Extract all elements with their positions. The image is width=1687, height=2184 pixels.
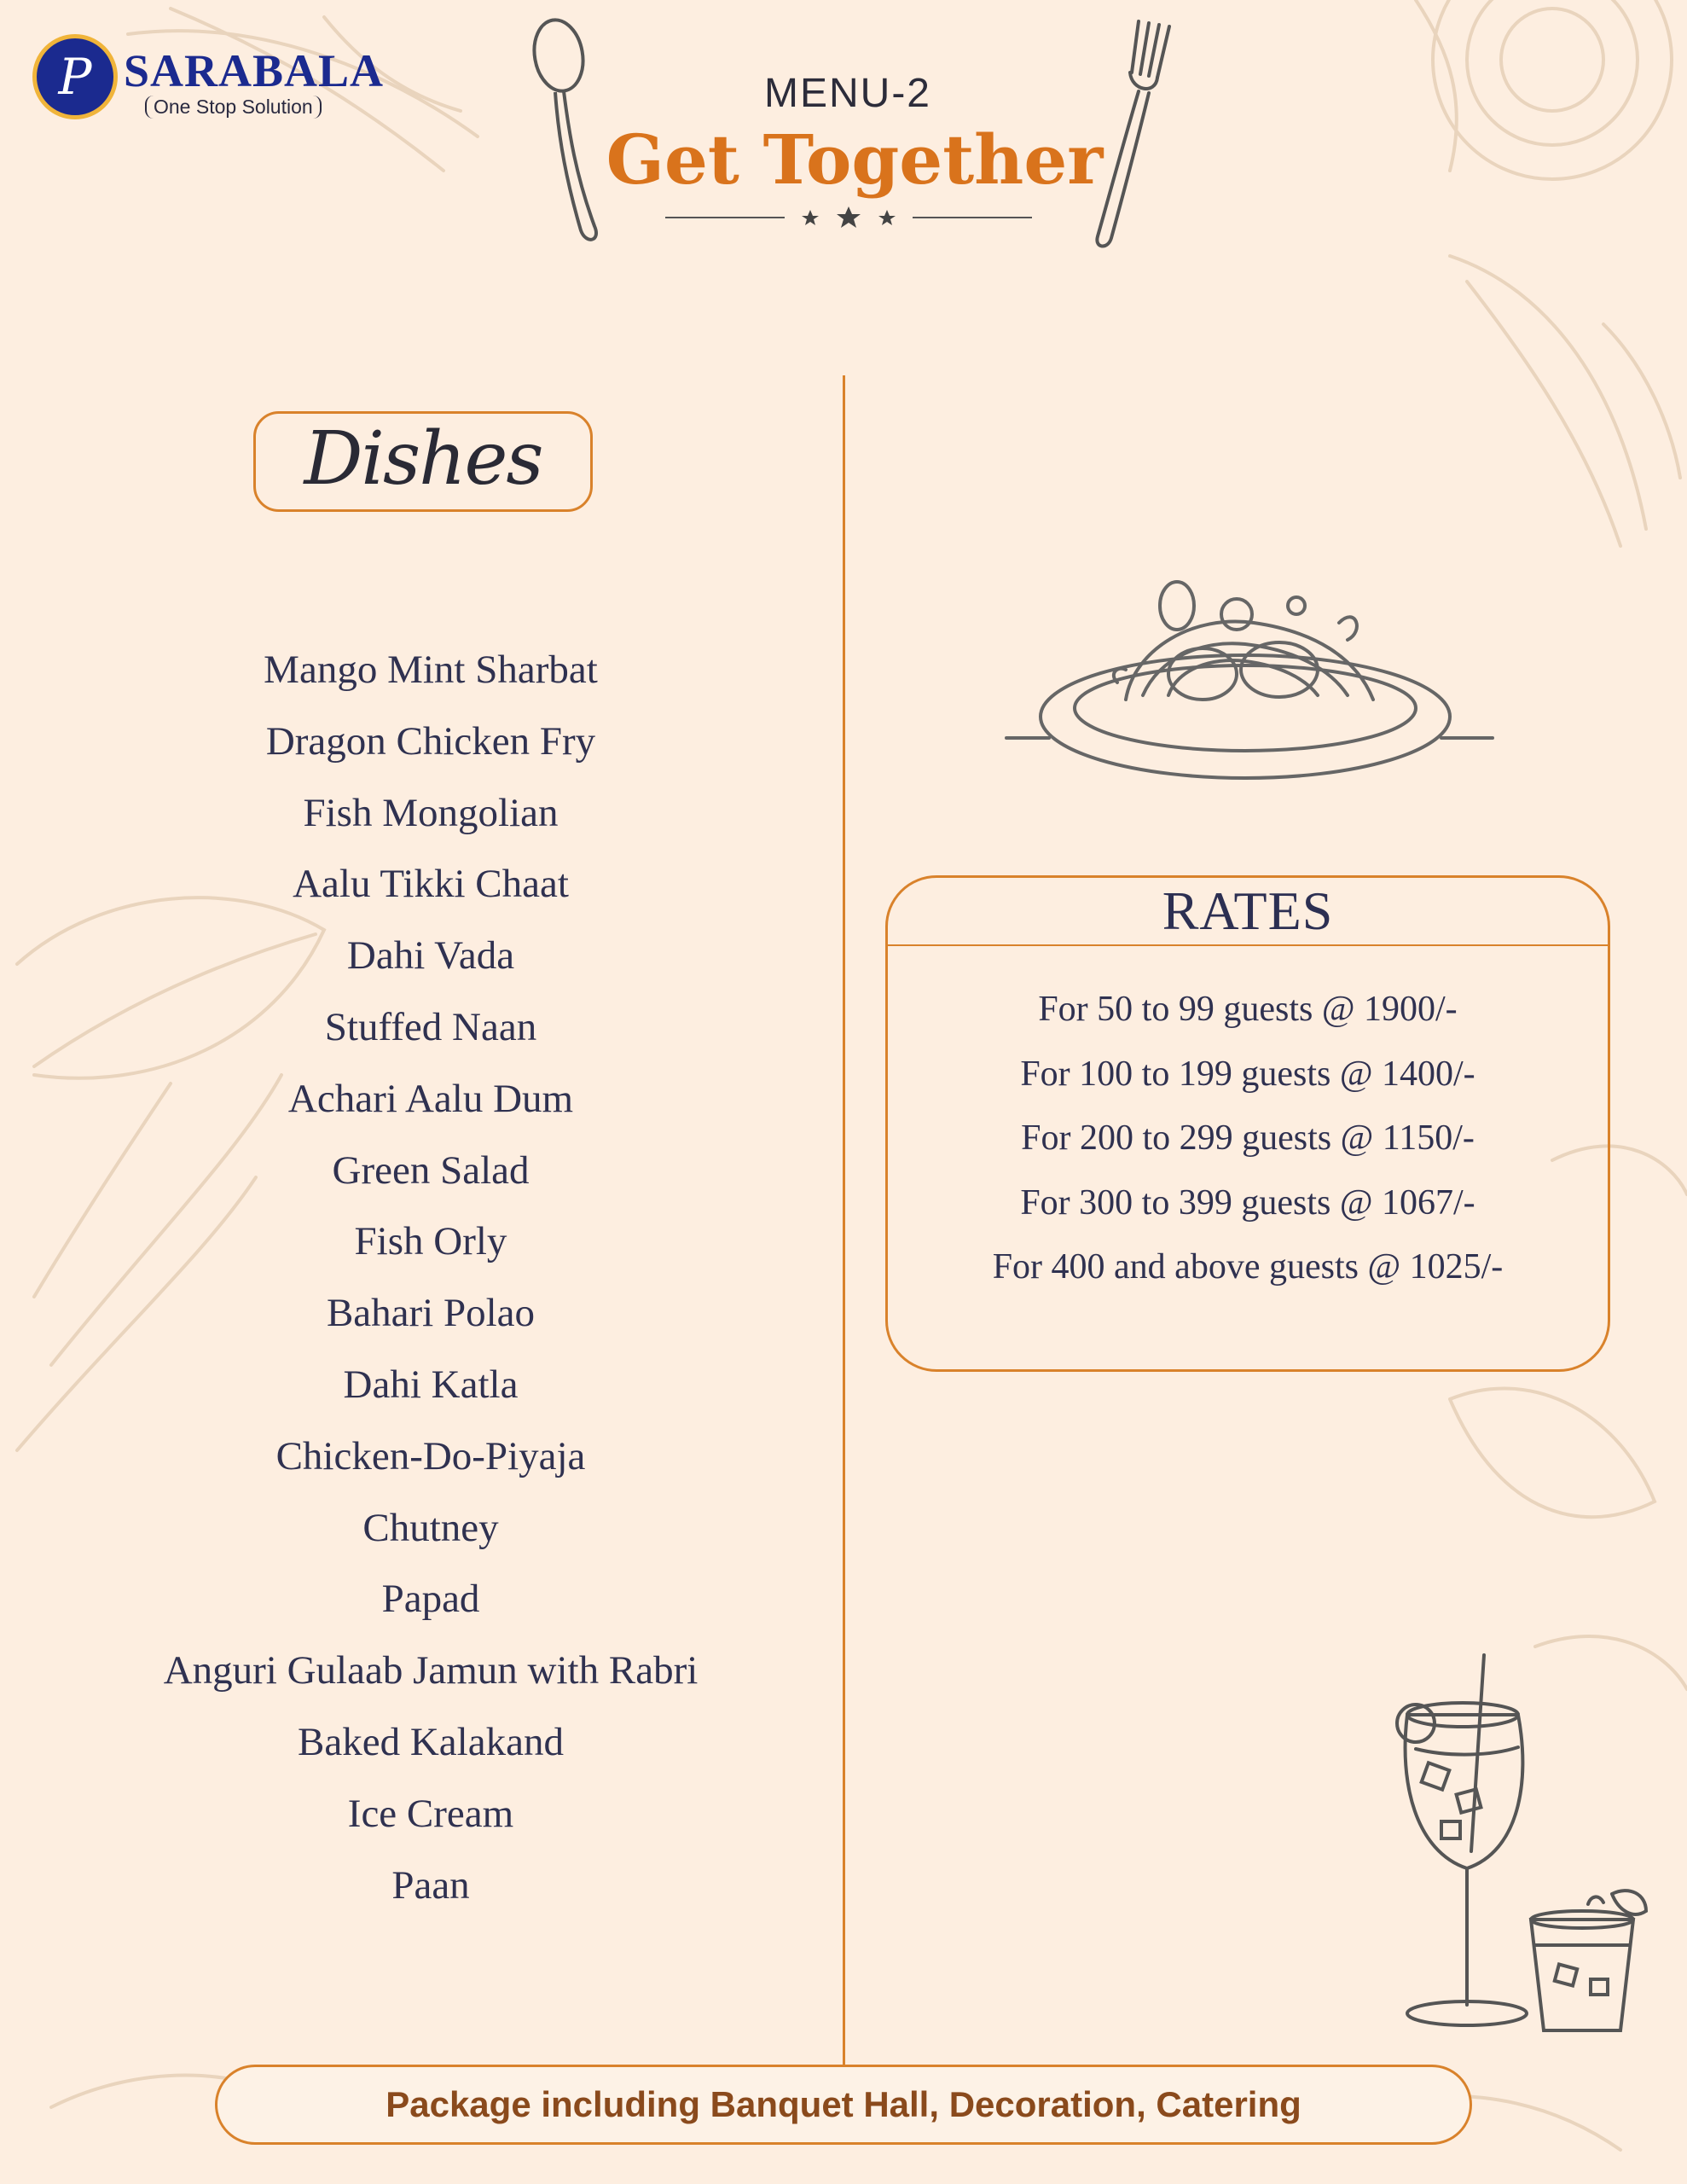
brand-logo: P <box>32 34 118 119</box>
menu-number: MENU-2 <box>763 71 931 116</box>
cocktail-glass-icon <box>1390 1647 1535 2039</box>
dish-item: Stuffed Naan <box>324 1004 537 1049</box>
dish-list <box>85 640 776 1926</box>
juice-glass-icon <box>1518 1885 1655 2039</box>
dish-item: Bahari Polao <box>326 1291 536 1336</box>
package-footer <box>215 2065 1472 2145</box>
dish-item: Chicken-Do-Piyaja <box>275 1433 586 1478</box>
menu-title: Get Together <box>606 119 1104 200</box>
dish-item: Paan <box>391 1862 470 1908</box>
dish-item: Fish Mongolian <box>303 790 559 835</box>
dish-item: Dahi Vada <box>346 933 515 979</box>
rate-item: For 300 to 399 guests @ 1067/- <box>1020 1182 1475 1223</box>
brand-tagline: One Stop Solution <box>145 96 322 119</box>
dish-item: Baked Kalakand <box>298 1719 564 1764</box>
dish-item: Dahi Katla <box>343 1362 519 1407</box>
dish-item: Ice Cream <box>347 1791 514 1836</box>
rates-heading: RATES <box>888 878 1608 946</box>
dish-item: Anguri Gulaab Jamun with Rabri <box>163 1648 699 1693</box>
dishes-heading: Dishes <box>304 416 542 502</box>
dish-item: Aalu Tikki Chaat <box>293 862 569 907</box>
dish-item: Achari Aalu Dum <box>287 1076 574 1121</box>
dish-item: Papad <box>381 1577 480 1622</box>
rate-item: For 200 to 299 guests @ 1150/- <box>1021 1118 1475 1159</box>
pasta-plate-icon <box>998 555 1501 793</box>
brand-name: SARABALA <box>124 45 385 96</box>
rate-item: For 400 and above guests @ 1025/- <box>992 1247 1504 1287</box>
package-footer-text: Package including Banquet Hall, Decoration, Catering <box>386 2084 1301 2124</box>
dish-item: Chutney <box>362 1505 499 1550</box>
dish-item: Green Salad <box>332 1147 530 1193</box>
dish-item: Fish Orly <box>354 1219 507 1264</box>
rates-panel <box>885 875 1610 1372</box>
stars-icon <box>665 205 1032 230</box>
rates-list <box>888 987 1608 1310</box>
dish-item: Mango Mint Sharbat <box>264 648 598 692</box>
rate-item: For 100 to 199 guests @ 1400/- <box>1020 1054 1475 1094</box>
column-divider <box>843 375 845 2069</box>
rate-item: For 50 to 99 guests @ 1900/- <box>1038 990 1458 1029</box>
dish-item: Dragon Chicken Fry <box>265 718 596 764</box>
dishes-heading-badge <box>253 411 593 512</box>
